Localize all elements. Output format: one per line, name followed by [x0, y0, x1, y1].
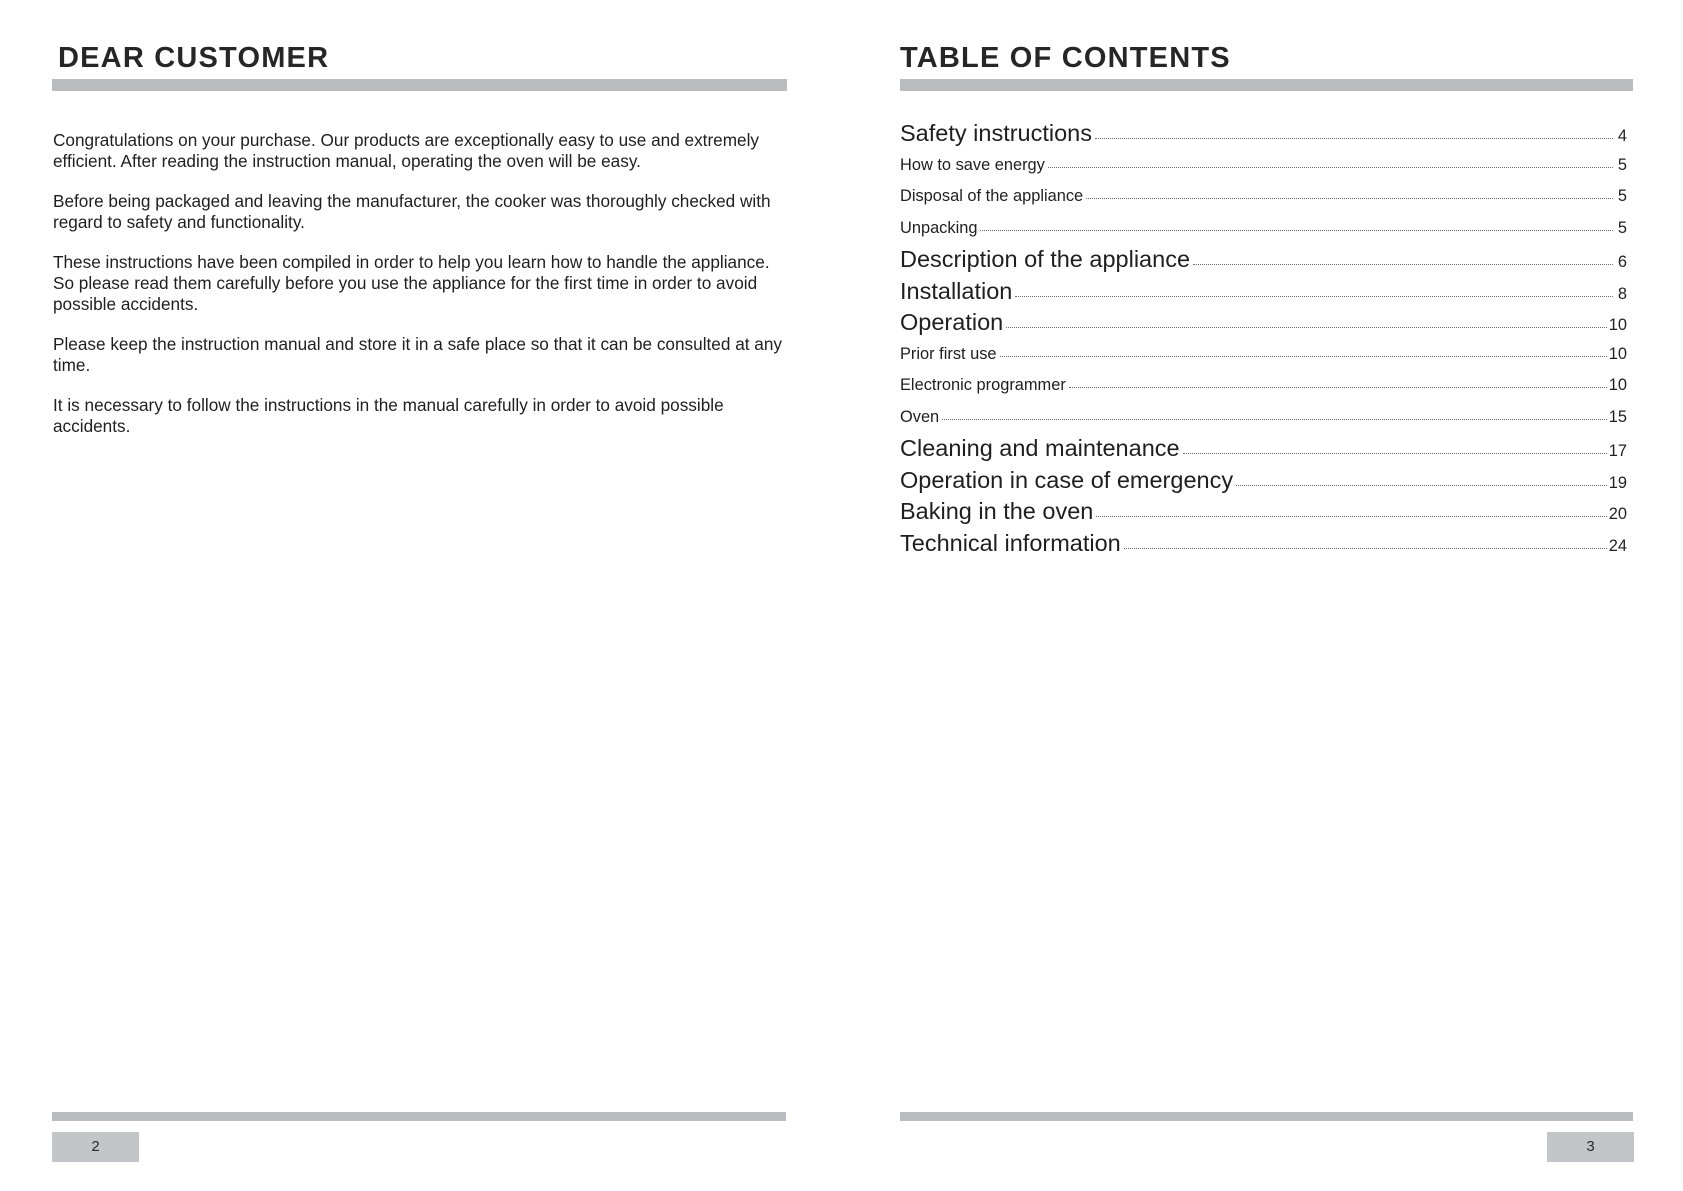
dot-leader	[1095, 137, 1613, 139]
toc-entry[interactable]	[900, 433, 1627, 465]
toc-entry[interactable]	[900, 307, 1627, 339]
toc-entry-page: 24	[1608, 536, 1627, 555]
toc-entry-title: Disposal of the appliance	[900, 187, 1084, 205]
toc-entry[interactable]	[900, 244, 1627, 276]
dot-leader	[1183, 452, 1607, 454]
dot-leader	[1096, 515, 1606, 517]
toc-entry-page: 5	[1617, 218, 1627, 237]
toc-entry-title: Baking in the oven	[900, 498, 1094, 524]
toc-entry[interactable]	[900, 118, 1627, 150]
heading-rule	[52, 79, 787, 91]
toc-entry-title: Cleaning and maintenance	[900, 435, 1180, 461]
toc-entry-title: Technical information	[900, 529, 1121, 556]
dear-customer-heading: DEAR CUSTOMER	[58, 42, 330, 74]
toc-entry[interactable]	[900, 213, 1627, 245]
dot-leader	[1236, 484, 1607, 486]
toc-entry-page: 17	[1608, 442, 1627, 460]
toc-entry-title: Electronic programmer	[900, 376, 1066, 394]
toc-entry-title: Safety instructions	[900, 120, 1093, 146]
toc-entry-page: 10	[1608, 344, 1627, 363]
toc-entry-title: Unpacking	[900, 218, 978, 237]
intro-paragraph: It is necessary to follow the instructions in the manual carefully in order to avoid possible accidents.	[53, 395, 724, 436]
toc-entry-page: 20	[1608, 505, 1627, 523]
dot-leader	[1124, 547, 1607, 549]
dot-leader	[1015, 295, 1613, 297]
page-number: 2	[52, 1132, 139, 1162]
toc-entry-page: 10	[1608, 316, 1627, 334]
toc-entry-title: Description of the appliance	[900, 246, 1191, 272]
left-page	[0, 0, 841, 1191]
dot-leader	[1069, 386, 1607, 388]
toc-entry[interactable]	[900, 339, 1627, 371]
toc-entry-page: 6	[1617, 253, 1627, 271]
toc-entry[interactable]	[900, 528, 1627, 560]
toc-entry-page: 15	[1608, 407, 1627, 426]
toc-entry-page: 5	[1617, 155, 1627, 174]
dot-leader	[1006, 326, 1607, 328]
intro-paragraph: Before being packaged and leaving the manufacturer, the cooker was thoroughly checked with regard to safety and functionality.	[53, 191, 771, 232]
toc-entry[interactable]	[900, 370, 1627, 402]
toc-entry-title: Oven	[900, 407, 940, 426]
intro-paragraph: Please keep the instruction manual and store it in a safe place so that it can be consulted at any time.	[53, 334, 783, 375]
intro-text	[53, 130, 793, 457]
page-number: 3	[1547, 1132, 1634, 1162]
dot-leader	[942, 418, 1607, 420]
toc-entry[interactable]	[900, 150, 1627, 182]
dot-leader	[1048, 166, 1613, 168]
toc-entry-title: Operation	[900, 309, 1004, 335]
dot-leader	[1000, 355, 1607, 357]
heading-rule	[900, 79, 1633, 91]
table-of-contents	[900, 118, 1627, 559]
toc-entry-title: Operation in case of emergency	[900, 466, 1234, 493]
table-of-contents-heading: TABLE OF CONTENTS	[900, 42, 1231, 74]
toc-entry-page: 5	[1617, 187, 1627, 205]
toc-entry[interactable]	[900, 465, 1627, 497]
intro-paragraph: Congratulations on your purchase. Our products are exceptionally easy to use and extremely efficient. After reading the instruction manual, operating the oven will be easy.	[53, 130, 760, 171]
toc-entry[interactable]	[900, 276, 1627, 308]
toc-entry-page: 10	[1608, 376, 1627, 394]
footer-rule	[52, 1112, 786, 1121]
toc-entry[interactable]	[900, 402, 1627, 434]
toc-entry-page: 19	[1608, 473, 1627, 492]
dot-leader	[1086, 197, 1613, 199]
dot-leader	[980, 229, 1613, 231]
toc-entry[interactable]	[900, 181, 1627, 213]
intro-paragraph: These instructions have been compiled in order to help you learn how to handle the appliance. So please read them carefully before you use the appliance for the first time in order to avoid possible accidents.	[53, 252, 770, 314]
right-page	[841, 0, 1683, 1191]
dot-leader	[1193, 263, 1613, 265]
toc-entry-page: 8	[1617, 284, 1627, 303]
footer-rule	[900, 1112, 1633, 1121]
toc-entry-title: Installation	[900, 277, 1013, 304]
toc-entry[interactable]	[900, 496, 1627, 528]
toc-entry-title: Prior first use	[900, 344, 997, 363]
toc-entry-title: How to save energy	[900, 155, 1045, 174]
toc-entry-page: 4	[1617, 127, 1627, 145]
